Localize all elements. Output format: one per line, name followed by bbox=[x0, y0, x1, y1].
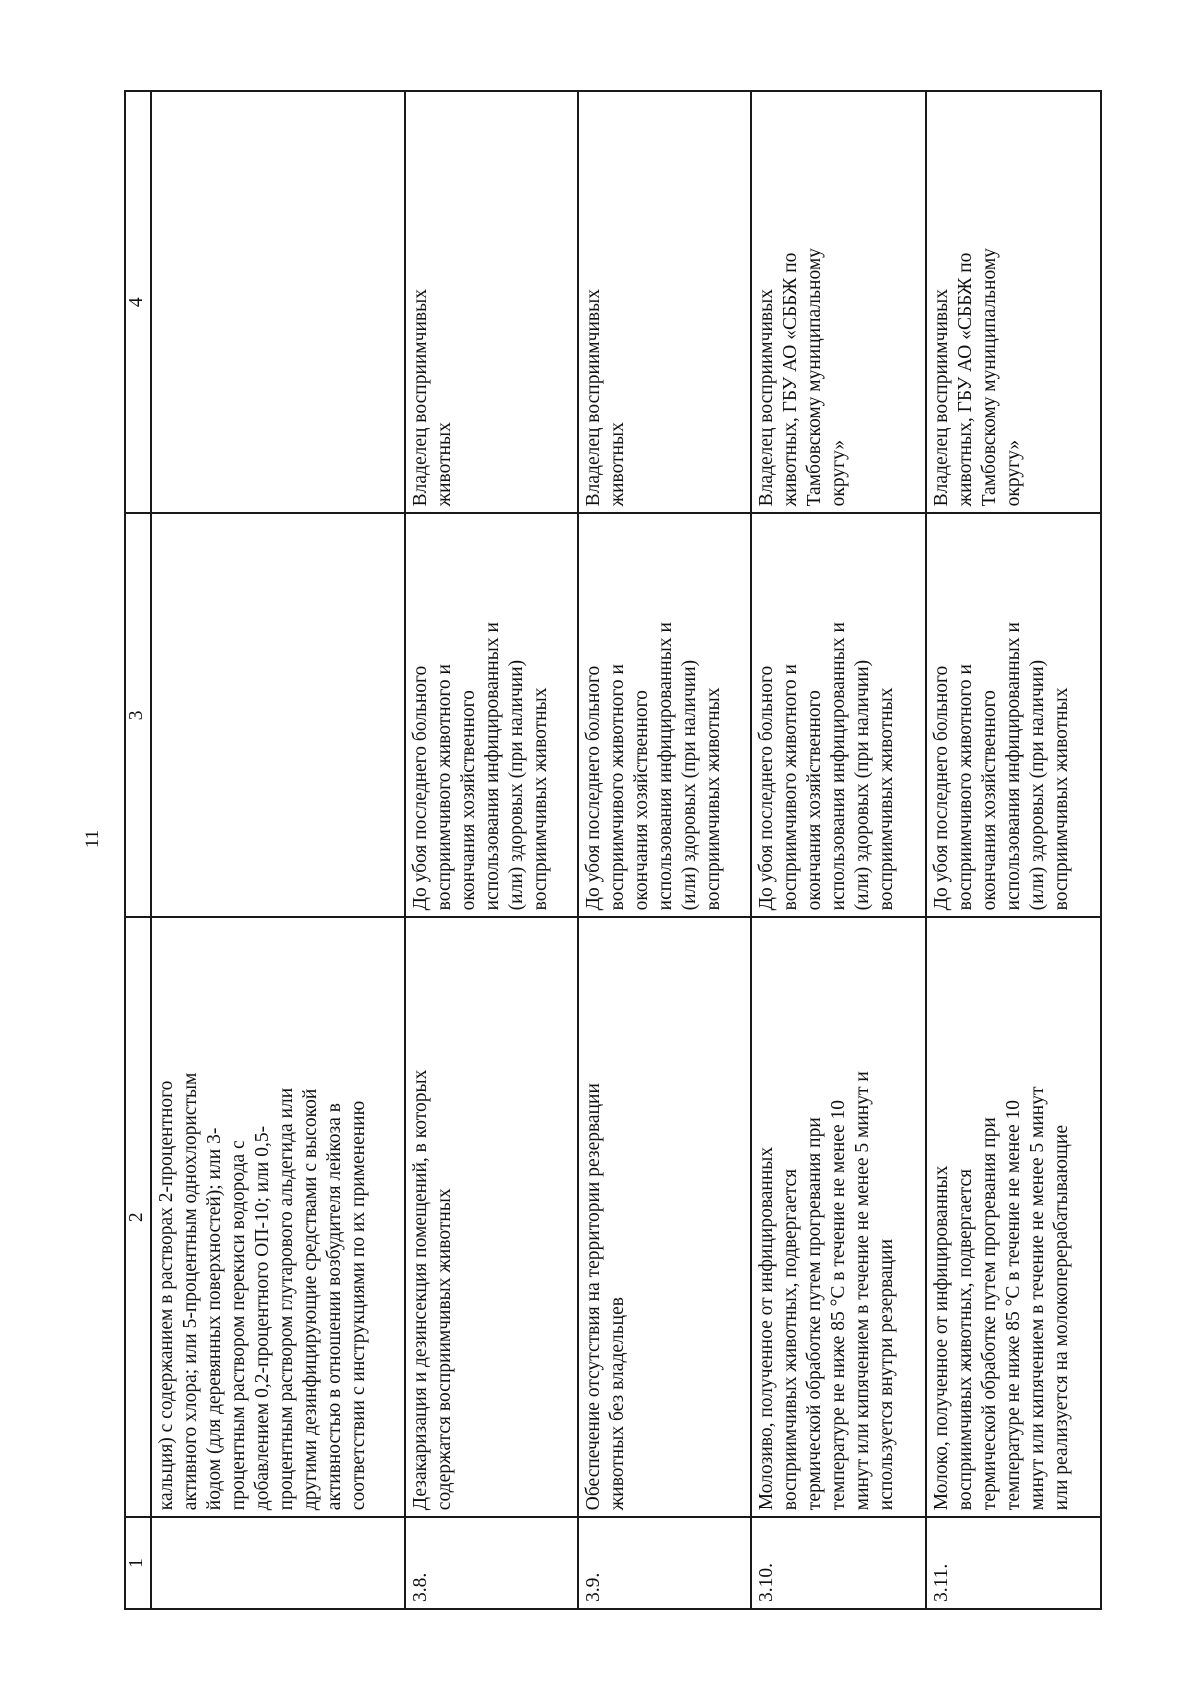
row-number: 3.11. bbox=[926, 1517, 1101, 1609]
row-responsible: Владелец восприимчивых животных bbox=[578, 91, 751, 513]
row-deadline: До убоя последнего больного восприимчивого животного и окончания хозяйственного использования инфицированных и (или) здоровых (при наличии) восприимчивых животных bbox=[751, 513, 926, 917]
row-action: Молозиво, полученное от инфицированных восприимчивых животных, подвергается термической обработке путем прогревания при температуре не ниже 85 °С в течение не менее 10 минут или кипячением в течение не менее 5 минут и используется внутри резервации bbox=[751, 917, 926, 1517]
measures-table bbox=[124, 90, 1102, 1610]
row-deadline: До убоя последнего больного восприимчивого животного и окончания хозяйственного использования инфицированных и (или) здоровых (при наличии) восприимчивых животных bbox=[405, 513, 578, 917]
row-deadline: До убоя последнего больного восприимчивого животного и окончания хозяйственного использования инфицированных и (или) здоровых (при наличии) восприимчивых животных bbox=[926, 513, 1101, 917]
table-row bbox=[926, 91, 1101, 1609]
row-action: кальция) с содержанием в растворах 2-процентного активного хлора; или 5-процентным однохлористым йодом (для деревянных поверхностей); или 3- процентным раствором перекиси водорода с добавлением 0,2-процентного ОП-10; или 0,5- процентным раствором глутарового альдегида или другими дезинфицирующие средствами с высокой активностью в отношении возбудителя лейкоза в соответствии с инструкциями по их применению bbox=[151, 917, 405, 1517]
row-responsible: Владелец восприимчивых животных bbox=[405, 91, 578, 513]
header-col-1: 1 bbox=[125, 1517, 151, 1609]
row-deadline: До убоя последнего больного восприимчивого животного и окончания хозяйственного использования инфицированных и (или) здоровых (при наличии) восприимчивых животных bbox=[578, 513, 751, 917]
row-responsible: Владелец восприимчивых животных, ГБУ АО «СББЖ по Тамбовскому муниципальному округу» bbox=[926, 91, 1101, 513]
table-row bbox=[151, 91, 405, 1609]
row-action: Обеспечение отсутствия на территории резервации животных без владельцев bbox=[578, 917, 751, 1517]
row-number bbox=[151, 1517, 405, 1609]
row-action: Дезакаризация и дезинсекция помещений, в которых содержатся восприимчивых животных bbox=[405, 917, 578, 1517]
row-action: Молоко, полученное от инфицированных восприимчивых животных, подвергается термической обработке путем прогревания при температуре не ниже 85 °С в течение не менее 10 минут или кипячением в течение не менее 5 минут или реализуется на молокоперерабатывающие bbox=[926, 917, 1101, 1517]
row-number: 3.10. bbox=[751, 1517, 926, 1609]
row-number: 3.8. bbox=[405, 1517, 578, 1609]
header-col-3: 3 bbox=[125, 513, 151, 917]
row-deadline bbox=[151, 513, 405, 917]
table-row bbox=[405, 91, 578, 1609]
header-col-2: 2 bbox=[125, 917, 151, 1517]
table-row bbox=[578, 91, 751, 1609]
table-header-row bbox=[125, 91, 151, 1609]
table-row bbox=[751, 91, 926, 1609]
page-number: 11 bbox=[82, 829, 103, 849]
row-responsible bbox=[151, 91, 405, 513]
row-number: 3.9. bbox=[578, 1517, 751, 1609]
header-col-4: 4 bbox=[125, 91, 151, 513]
row-responsible: Владелец восприимчивых животных, ГБУ АО «СББЖ по Тамбовскому муниципальному округу» bbox=[751, 91, 926, 513]
